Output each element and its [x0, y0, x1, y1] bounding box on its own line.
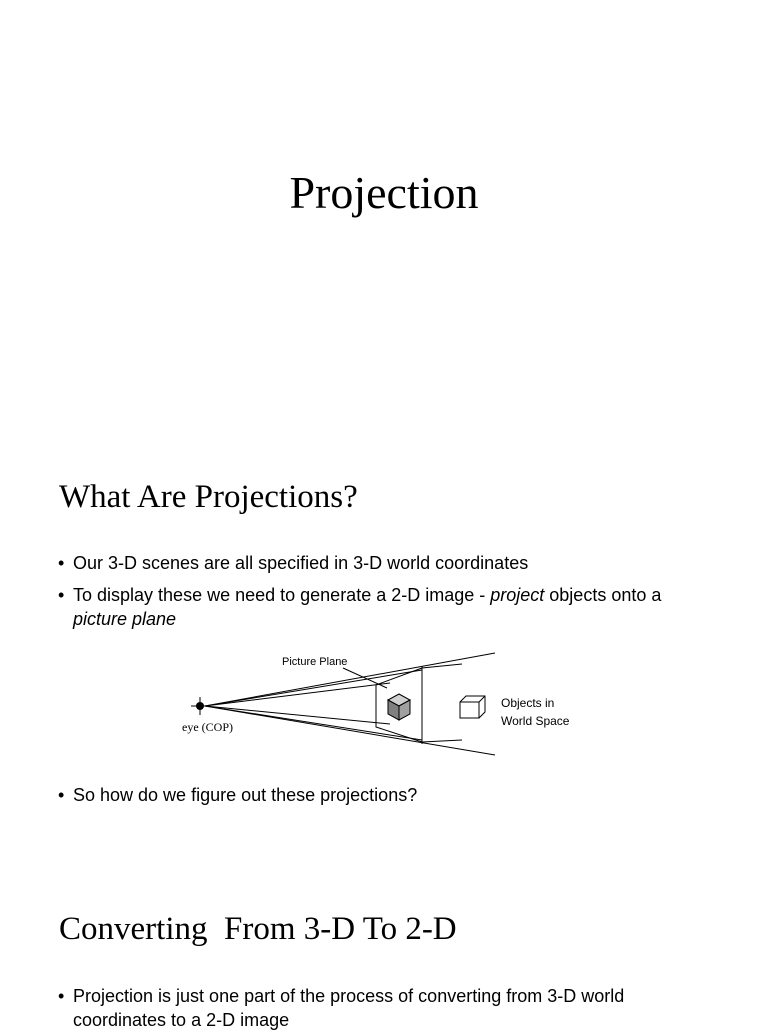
slide-title: Projection	[289, 167, 479, 218]
picture-plane-label: Picture Plane	[282, 656, 348, 668]
section-heading-what-are-projections: What Are Projections?	[59, 479, 358, 515]
world-object-cube-icon	[460, 696, 485, 718]
bullet-list-after-diagram	[58, 783, 718, 807]
objects-label-line2: World Space	[501, 714, 570, 728]
bullet-item: • Projection is just one part of the process of converting from 3-D world coordinates to a 2-D image	[58, 984, 718, 1032]
bullet-list-converting	[58, 984, 718, 1032]
eye-label: eye (COP)	[182, 720, 233, 734]
bullet-item: • Our 3-D scenes are all specified in 3-D world coordinates	[58, 551, 718, 575]
projected-cube-icon	[388, 694, 410, 720]
objects-label-line1: Objects in	[501, 696, 555, 710]
bullet-item: • So how do we figure out these projections?	[58, 783, 718, 807]
bullet-item: • To display these we need to generate a 2-D image - project objects onto a picture plane	[58, 583, 718, 631]
section-heading-converting: Converting From 3-D To 2-D	[59, 911, 457, 947]
